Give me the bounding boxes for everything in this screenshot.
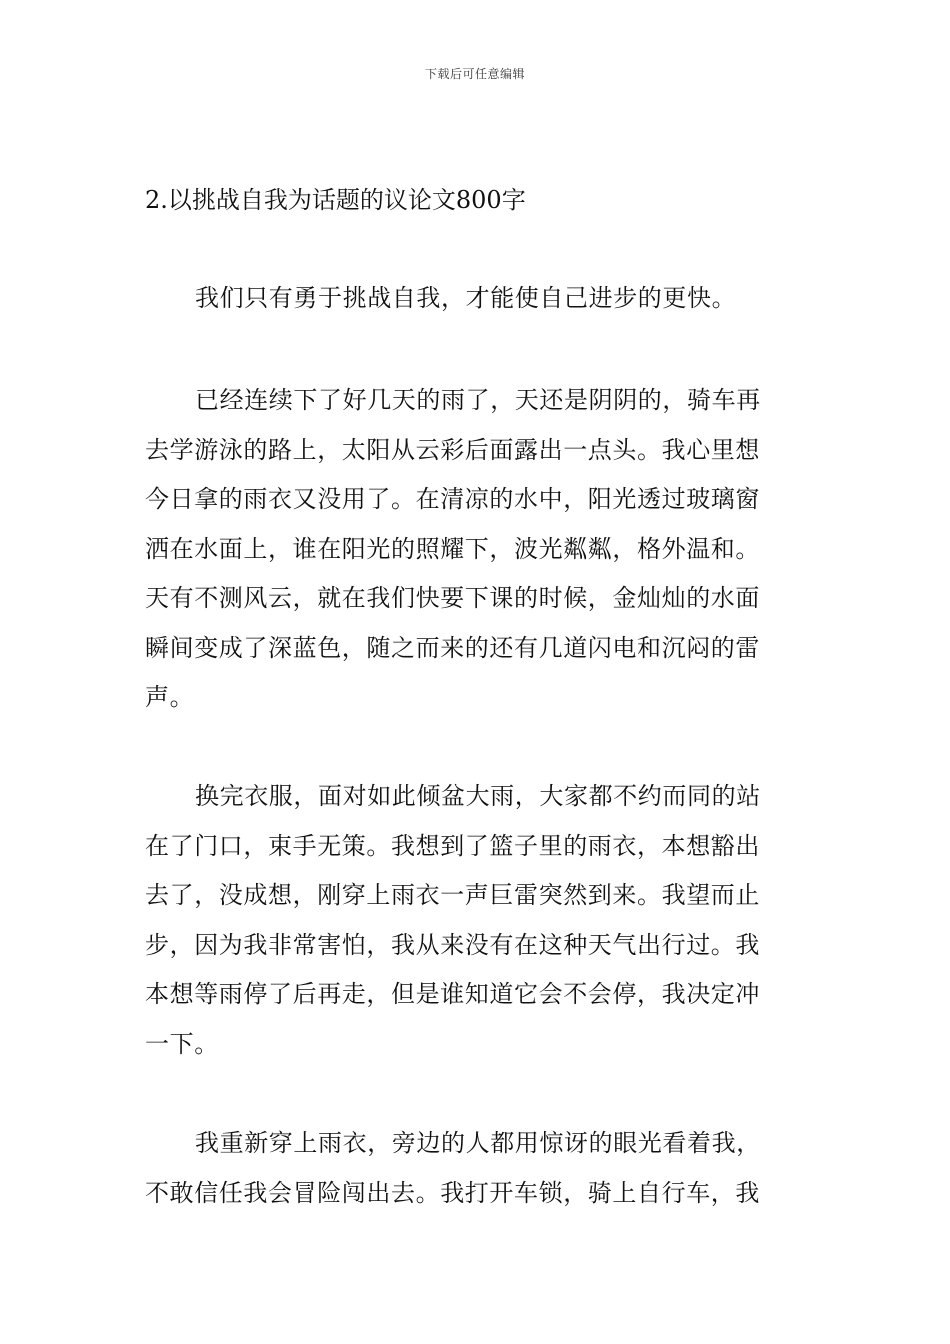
paragraph-line: 我重新穿上雨衣，旁边的人都用惊讶的眼光看着我， — [195, 1129, 761, 1157]
paragraph-rain-swimming — [145, 376, 809, 723]
paragraph-line: 去学游泳的路上，太阳从云彩后面露出一点头。我心里想 — [145, 435, 760, 464]
paragraph-line: 换完衣服，面对如此倾盆大雨，大家都不约而同的站 — [195, 782, 761, 810]
paragraph-line: 已经连续下了好几天的雨了，天还是阴阴的，骑车再 — [195, 386, 761, 414]
paragraph-line: 洒在水面上，谁在阳光的照耀下，波光粼粼，格外温和。 — [145, 534, 760, 563]
document-title: 2.以挑战自我为话题的议论文800字 — [145, 186, 526, 214]
paragraph-line: 去了，没成想，刚穿上雨衣一声巨雷突然到来。我望而止 — [145, 881, 760, 909]
paragraph-line: 我们只有勇于挑战自我，才能使自己进步的更快。 — [195, 284, 737, 312]
paragraph-line: 天有不测风云，就在我们快要下课的时候，金灿灿的水面 — [145, 584, 760, 612]
paragraph-raincoat — [145, 1119, 809, 1218]
page-header: 下载后可任意编辑 — [424, 67, 525, 81]
paragraph-line: 不敢信任我会冒险闯出去。我打开车锁，骑上自行车，我 — [145, 1178, 760, 1207]
paragraph-line: 步，因为我非常害怕，我从来没有在这种天气出行过。我 — [145, 930, 760, 959]
paragraph-thesis — [145, 274, 809, 324]
paragraph-line: 一下。 — [145, 1029, 219, 1058]
paragraph-line: 在了门口，束手无策。我想到了篮子里的雨衣，本想豁出 — [145, 831, 760, 860]
paragraph-line: 今日拿的雨衣又没用了。在清凉的水中，阳光透过玻璃窗 — [145, 485, 760, 513]
paragraph-line: 声。 — [145, 683, 195, 711]
paragraph-line: 瞬间变成了深蓝色，随之而来的还有几道闪电和沉闷的雷 — [145, 633, 760, 662]
paragraph-line: 本想等雨停了后再走，但是谁知道它会不会停，我决定冲 — [145, 980, 760, 1008]
paragraph-downpour — [145, 772, 809, 1069]
